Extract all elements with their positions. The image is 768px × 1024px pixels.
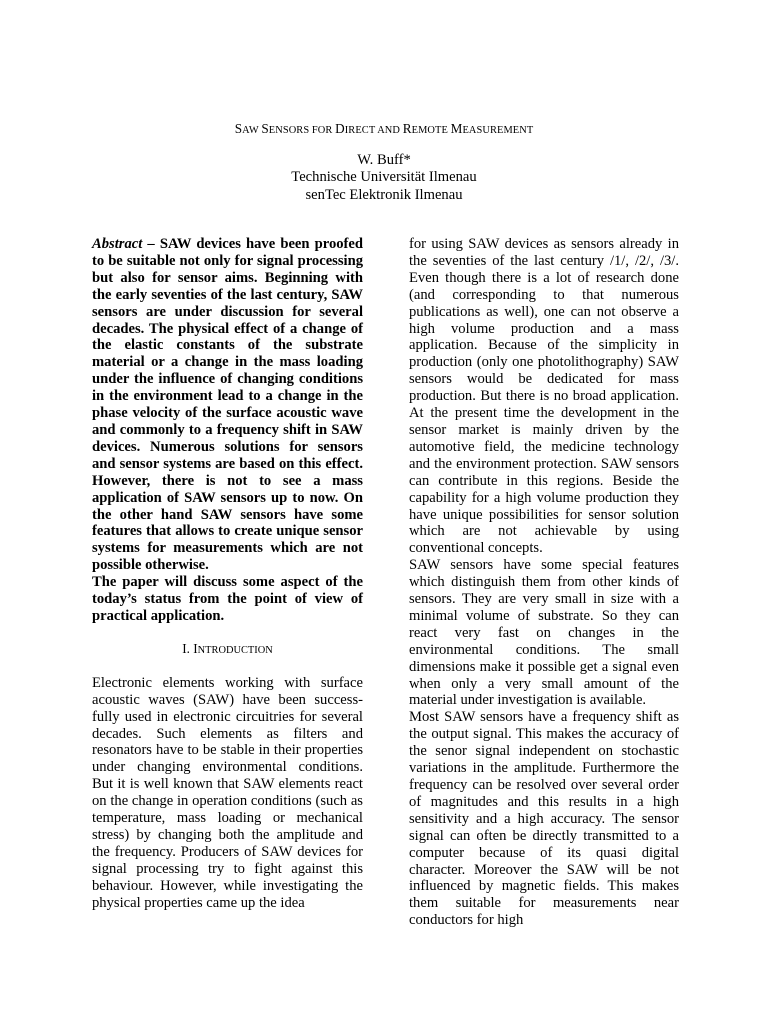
right-column — [409, 236, 679, 929]
title-part: EMOTE — [411, 125, 451, 136]
author-affiliation: senTec Elektronik Ilmenau — [305, 186, 463, 203]
title-part: R — [402, 121, 412, 136]
section-number: I. — [182, 640, 194, 656]
title-part: S — [234, 121, 243, 136]
author-block — [0, 152, 768, 204]
title-part: S — [261, 121, 269, 136]
section-heading-rest: NTRODUCTION — [197, 644, 273, 656]
title-part: EASUREMENT — [462, 125, 534, 136]
abstract-paragraph-2: The paper will discuss some aspect of the today’s status from the point of view of practical application. — [92, 574, 363, 624]
left-column — [92, 236, 363, 912]
title-part: AW — [242, 125, 262, 136]
abstract-paragraph — [92, 236, 363, 574]
body-paragraph: Most SAW sensors have a frequency shift as the output signal. This makes the accuracy of the senor signal independent on stochastic variations in the amplitude. Furthermore the frequency can be resolved over several order of magnitudes and this results in a high sensitivity and a high accuracy. The sensor signal can often be directly transmitted to a computer because of its quasi digital character. Moreover the SAW will be not influenced by magnetic fields. This makes them suitable for measurements near conductors for high — [409, 709, 679, 929]
author-affiliation: Technische Universität Ilmenau — [291, 169, 477, 186]
abstract-label: Abstract — [92, 236, 143, 252]
body-paragraph: Electronic elements working with surface acoustic waves (SAW) have been success-fully used in electronic circuitries for several decades. Such elements as filters and resonators have to be stable in their properties under changing environmental conditions. But it is well known that SAW elements react on the change in operation conditions (such as temperature, mass loading or mechanical stress) by changing both the amplitude and the frequency. Producers of SAW devices for signal processing try to fight against this behaviour. However, while investigating the physical properties came up the idea — [92, 674, 363, 911]
abstract-text: SAW devices have been proofed to be suitable not only for signal processing but also for sensor aims. Beginning with the early seventies of the last century, SAW sensors are under discussion for several decades. The physical effect of a change of the elastic constants of the substrate material or a change in the mass loading under the influence of changing conditions in the environment lead to a change in the phase velocity of the surface acoustic wave and commonly to a frequency shift in SAW devices. Numerous solutions for sensors and sensor systems are based on this effect. However, there is not to see a mass application of SAW sensors up to now. On the other hand SAW sensors have some features that allows to create unique sensor systems for measurements which are not possible otherwise. — [92, 236, 364, 574]
section-heading — [92, 641, 363, 659]
title-part: IRECT AND — [344, 125, 403, 136]
title-part: M — [450, 121, 463, 136]
author-name: W. Buff* — [357, 152, 411, 168]
abstract-dash: – — [142, 236, 160, 252]
paper-title — [0, 121, 768, 139]
title-part: ENSORS FOR — [268, 125, 336, 136]
body-paragraph: SAW sensors have some special features which distinguish them from other kinds of sensors. They are very small in size with a minimal volume of substrate. So they can react very fast on changes in the environmental conditions. The small dimensions make it possible get a signal even when only a very small amount of the material under investigation is available. — [409, 557, 679, 709]
section-heading-initial: I — [193, 640, 198, 656]
title-part: D — [335, 121, 345, 136]
body-paragraph: for using SAW devices as sensors already in the seventies of the last century /1/, /2/, /3/. Even though there is a lot of research done (and corresponding to that numerous publications as well), one can not observe a high volume production and a mass application. Because of the simplicity in production (only one photolithography) SAW sensors would be dedicated for mass production. But there is no broad application. At the present time the development in the sensor market is mainly driven by the automotive field, the medicine technology and the environment protection. SAW sensors can contribute in this regions. Beside the capability for a high volume production they have unique possibilities for sensor solution which are not achievable by using conventional concepts. — [409, 236, 679, 557]
